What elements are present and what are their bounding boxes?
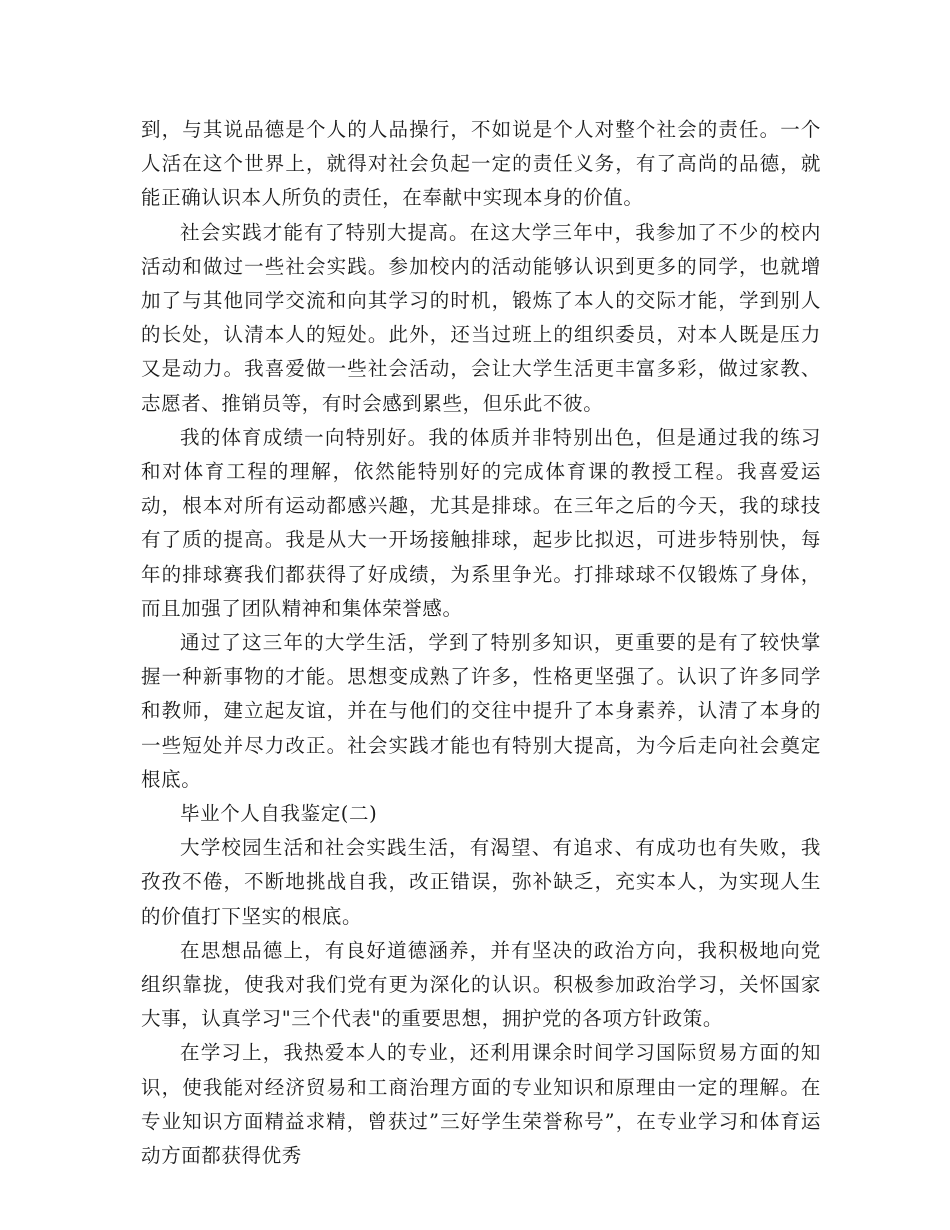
paragraph-6: 在思想品德上，有良好道德涵养，并有坚决的政治方向，我积极地向党组织靠拢，使我对我们党有更为深化的认识。积极参加政治学习，关怀国家大事，认真学习"三个代表"的重要思想，拥护党的各项方针政策。 bbox=[141, 938, 821, 1031]
paragraph-3: 我的体育成绩一向特别好。我的体质并非特别出色，但是通过我的练习和对体育工程的理解，依然能特别好的完成体育课的教授工程。我喜爱运动，根本对所有运动都感兴趣，尤其是排球。在三年之后的今天，我的球技有了质的提高。我是从大一开场接触排球，起步比拟迟，可进步特别快，每年的排球赛我们都获得了好成绩，为系里争光。打排球球不仅锻炼了身体，而且加强了团队精神和集体荣誉感。 bbox=[141, 425, 821, 620]
paragraph-1: 到，与其说品德是个人的人品操行，不如说是个人对整个社会的责任。一个人活在这个世界上，就得对社会负起一定的责任义务，有了高尚的品德，就能正确认识本人所负的责任，在奉献中实现本身的价值。 bbox=[141, 118, 821, 210]
document-body bbox=[141, 113, 821, 1173]
paragraph-5: 大学校园生活和社会实践生活，有渴望、有追求、有成功也有失败，我孜孜不倦，不断地挑战自我，改正错误，弥补缺乏，充实本人，为实现人生的价值打下坚实的根底。 bbox=[141, 836, 821, 928]
paragraph-2: 社会实践才能有了特别大提高。在这大学三年中，我参加了不少的校内活动和做过一些社会实践。参加校内的活动能够认识到更多的同学，也就增加了与其他同学交流和向其学习的时机，锻炼了本人的交际才能，学到别人的长处，认清本人的短处。此外，还当过班上的组织委员，对本人既是压力又是动力。我喜爱做一些社会活动，会让大学生活更丰富多彩，做过家教、志愿者、推销员等，有时会感到累些，但乐此不彼。 bbox=[141, 220, 821, 415]
paragraph-4: 通过了这三年的大学生活，学到了特别多知识，更重要的是有了较快掌握一种新事物的才能。思想变成熟了许多，性格更坚强了。认识了许多同学和教师，建立起友谊，并在与他们的交往中提升了本身素养，认清了本身的一些短处并尽力改正。社会实践才能也有特别大提高，为今后走向社会奠定根底。 bbox=[141, 631, 821, 791]
section-heading: 毕业个人自我鉴定(二) bbox=[180, 802, 378, 826]
paragraph-7: 在学习上，我热爱本人的专业，还利用课余时间学习国际贸易方面的知识，使我能对经济贸易和工商治理方面的专业知识和原理由一定的理解。在专业知识方面精益求精，曾获过”三好学生荣誉称号”，在专业学习和体育运动方面都获得优秀 bbox=[141, 1041, 821, 1168]
